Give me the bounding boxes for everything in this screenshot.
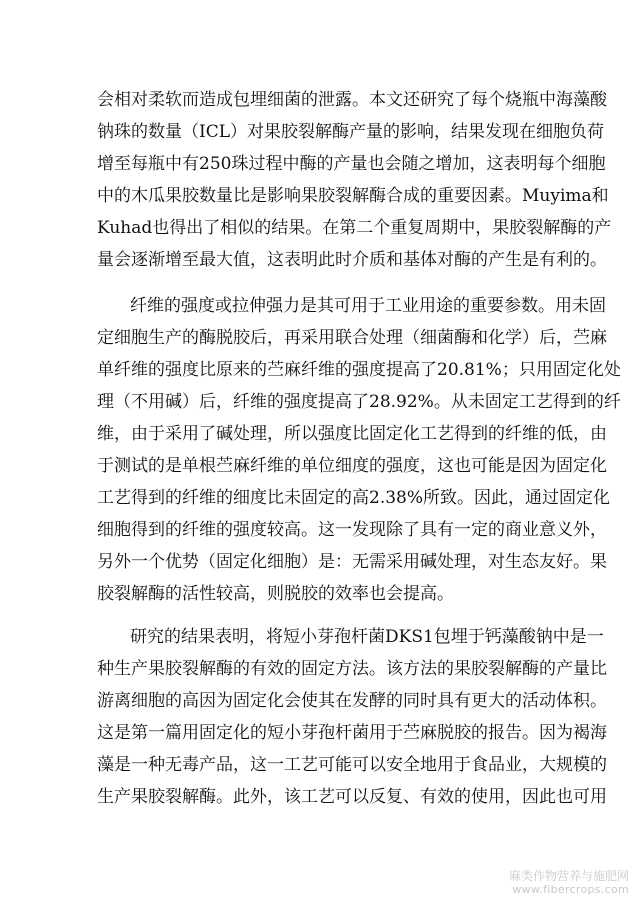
text-line: 增至每瓶中有250珠过程中酶的产量也会随之增加，这表明每个细胞	[97, 154, 606, 174]
text-line: 这是第一篇用固定化的短小芽孢杆菌用于苎麻脱胶的报告。因为褐海	[97, 723, 607, 743]
text-line: 另外一个优势（固定化细胞）是：无需采用碱处理，对生态友好。果	[97, 552, 607, 572]
text-line: 细胞得到的纤维的强度较高。这一发现除了具有一定的商业意义外，	[97, 520, 607, 540]
text-line: 研究的结果表明，将短小芽孢杆菌DKS1包埋于钙藻酸钠中是一	[130, 627, 604, 647]
text-line: Kuhad也得出了相似的结果。在第二个重复周期中，果胶裂解酶的产	[97, 218, 612, 238]
text-line: 工艺得到的纤维的细度比未固定的高2.38%所致。因此，通过固定化	[97, 488, 611, 508]
watermark-site-name: 麻类作物营养与施肥网	[508, 869, 629, 883]
text-line: 种生产果胶裂解酶的有效的固定方法。该方法的果胶裂解酶的产量比	[97, 659, 607, 679]
text-line: 游离细胞的高因为固定化会使其在发酵的同时具有更大的活动体积。	[97, 691, 607, 711]
text-line: 中的木瓜果胶数量比是影响果胶裂解酶合成的重要因素。Muyima和	[97, 186, 609, 206]
text-line: 藻是一种无毒产品，这一工艺可能可以安全地用于食品业，大规模的	[97, 755, 607, 775]
text-line: 钠珠的数量（ICL）对果胶裂解酶产量的影响，结果发现在细胞负荷	[97, 122, 605, 142]
watermark	[509, 869, 629, 897]
text-line: 维，由于采用了碱处理，所以强度比固定化工艺得到的纤维的低，由	[97, 424, 607, 444]
text-line: 胶裂解酶的活性较高，则脱胶的效率也会提高。	[97, 584, 454, 604]
text-line: 生产果胶裂解酶。此外，该工艺可以反复、有效的使用，因此也可用	[97, 787, 607, 807]
text-line: 纤维的强度或拉伸强力是其可用于工业用途的重要参数。用未固	[130, 296, 606, 316]
text-line: 单纤维的强度比原来的苎麻纤维的强度提高了20.81%；只用固定化处	[97, 360, 621, 380]
text-line: 定细胞生产的酶脱胶后，再采用联合处理（细菌酶和化学）后，苎麻	[97, 328, 607, 348]
watermark-url: www.fibercrops.com	[512, 883, 629, 896]
text-line: 会相对柔软而造成包埋细菌的泄露。本文还研究了每个烧瓶中海藻酸	[97, 90, 607, 110]
text-line: 量会逐渐增至最大值，这表明此时介质和基体对酶的产生是有利的。	[97, 250, 607, 270]
text-line: 于测试的是单根苎麻纤维的单位细度的强度，这也可能是因为固定化	[97, 456, 607, 476]
text-line: 理（不用碱）后，纤维的强度提高了28.92%。从未固定工艺得到的纤	[97, 392, 621, 412]
